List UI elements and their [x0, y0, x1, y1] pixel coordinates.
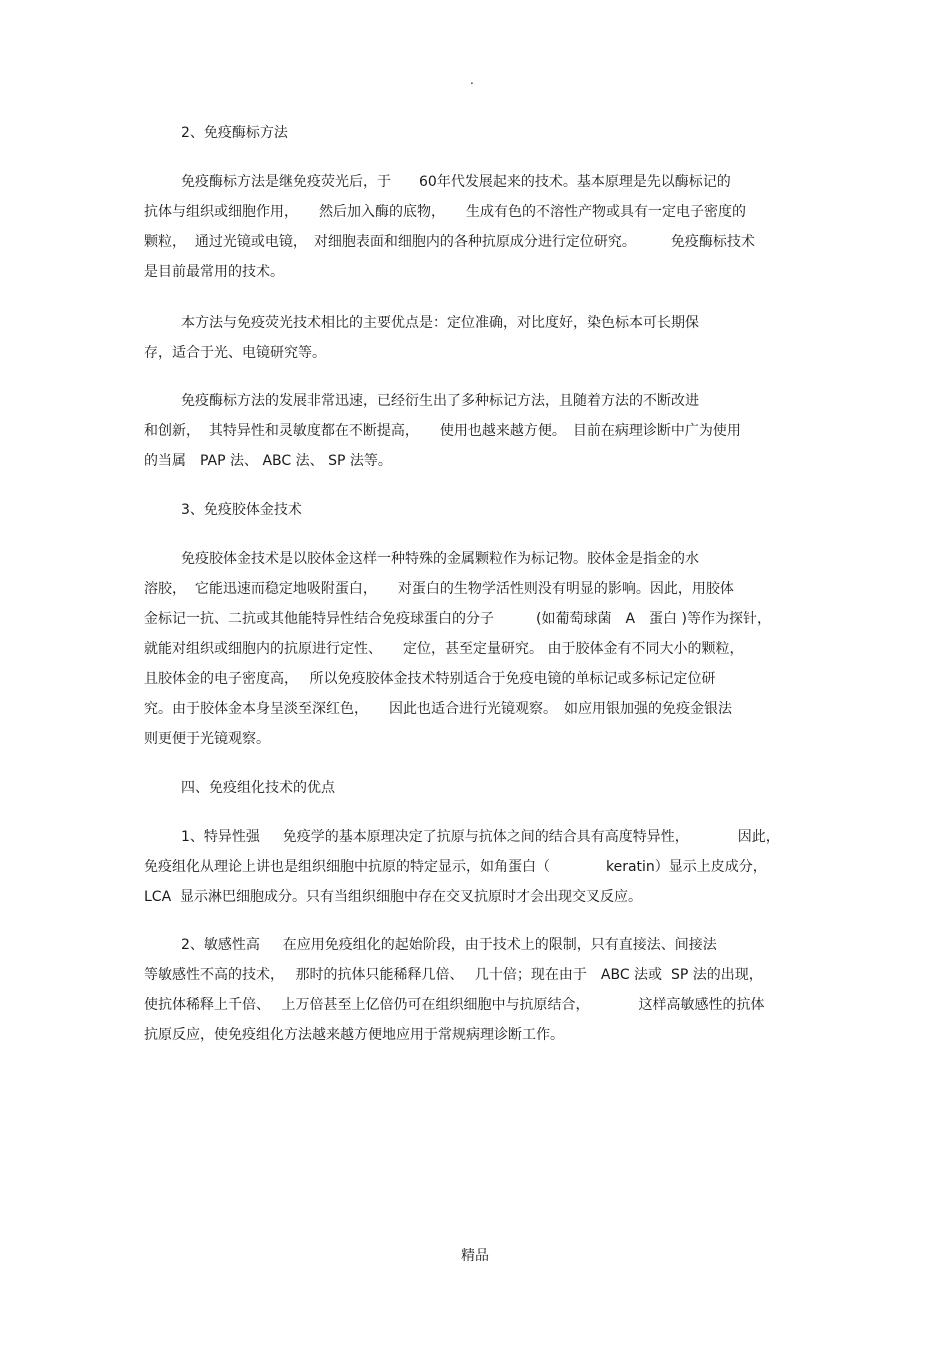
paragraph-line: 免疫胶体金技术是以胶体金这样一种特殊的金属颗粒作为标记物。胶体金是指金的水: [181, 551, 699, 567]
section-heading-3: 3、免疫胶体金技术: [181, 502, 302, 518]
section-heading-2: 2、免疫酶标方法: [181, 125, 288, 141]
paragraph-line: 1、特异性强 免疫学的基本原理决定了抗原与抗体之间的结合具有高度特异性， 因此，: [181, 829, 780, 845]
paragraph-line: 存，适合于光、电镜研究等。: [144, 345, 326, 361]
paragraph-line: 免疫酶标方法是继免疫荧光后，于 60年代发展起来的技术。基本原理是先以酶标记的: [181, 174, 731, 190]
paragraph-line: 则更便于光镜观察。: [144, 731, 270, 747]
paragraph-line: 溶胶， 它能迅速而稳定地吸附蛋白， 对蛋白的生物学活性则没有明显的影响。因此，用胶体: [144, 581, 734, 597]
paragraph-line: 等敏感性不高的技术， 那时的抗体只能稀释几倍、 几十倍；现在由于 ABC 法或 SP 法的出现，: [144, 967, 763, 983]
paragraph-line: 免疫组化从理论上讲也是组织细胞中抗原的特定显示，如角蛋白（ keratin）显示上皮成分，: [144, 859, 767, 875]
paragraph-line: 抗体与组织或细胞作用， 然后加入酶的底物， 生成有色的不溶性产物或具有一定电子密度的: [144, 204, 746, 220]
paragraph-line: 本方法与免疫荧光技术相比的主要优点是：定位准确，对比度好，染色标本可长期保: [181, 315, 699, 331]
header-dot: .: [470, 73, 474, 87]
section-heading-4: 四、免疫组化技术的优点: [181, 780, 335, 796]
paragraph-line: 且胶体金的电子密度高， 所以免疫胶体金技术特别适合于免疫电镜的单标记或多标记定位研: [144, 671, 716, 687]
paragraph-line: 金标记一抗、二抗或其他能特异性结合免疫球蛋白的分子 (如葡萄球菌 A 蛋白 )等作为探针，: [144, 611, 771, 627]
paragraph-line: 和创新， 其特异性和灵敏度都在不断提高， 使用也越来越方便。 目前在病理诊断中广为使用: [144, 423, 741, 439]
paragraph-line: LCA 显示淋巴细胞成分。只有当组织细胞中存在交叉抗原时才会出现交叉反应。: [144, 889, 643, 905]
paragraph-line: 就能对组织或细胞内的抗原进行定性、 定位，甚至定量研究。 由于胶体金有不同大小的颗粒，: [144, 641, 744, 657]
paragraph-line: 2、敏感性高 在应用免疫组化的起始阶段，由于技术上的限制，只有直接法、间接法: [181, 937, 717, 953]
paragraph-line: 使抗体稀释上千倍、 上万倍甚至上亿倍仍可在组织细胞中与抗原结合， 这样高敏感性的抗体: [144, 997, 765, 1013]
paragraph-line: 究。由于胶体金本身呈淡至深红色， 因此也适合进行光镜观察。 如应用银加强的免疫金银法: [144, 701, 732, 717]
paragraph-line: 的当属 PAP 法、 ABC 法、 SP 法等。: [144, 453, 392, 469]
paragraph-line: 颗粒， 通过光镜或电镜， 对细胞表面和细胞内的各种抗原成分进行定位研究。 免疫酶标技术: [144, 234, 755, 250]
footer-label: 精品: [461, 1248, 489, 1264]
paragraph-line: 抗原反应，使免疫组化方法越来越方便地应用于常规病理诊断工作。: [144, 1027, 564, 1043]
paragraph-line: 是目前最常用的技术。: [144, 264, 284, 280]
paragraph-line: 免疫酶标方法的发展非常迅速，已经衍生出了多种标记方法，且随着方法的不断改进: [181, 393, 699, 409]
